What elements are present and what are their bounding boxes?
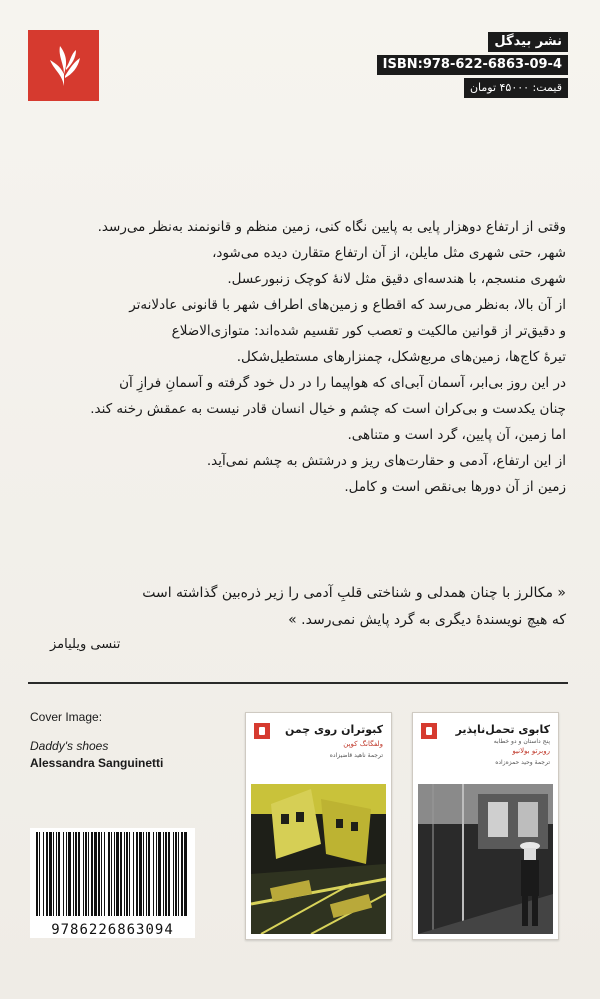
book-author: ولفگانگ کوپن	[343, 740, 383, 748]
cover-image-credits	[30, 709, 163, 772]
quote-author: تنسی ویلیامز	[50, 637, 121, 652]
blurb-line: از این ارتفاع، آدمی و حقارت‌های ریز و درشتش به چشم نمی‌آید.	[206, 453, 566, 469]
book-cover-photo	[418, 784, 553, 934]
book-cover-art	[251, 784, 386, 934]
barcode-number: 9786226863094	[51, 922, 174, 938]
bidgol-flower-icon	[44, 44, 84, 88]
blurb-line: و دقیق‌تر از قوانین مالکیت و تعصب کور تقسیم شده‌اند: متوازی‌الاضلاع	[171, 323, 566, 339]
book-translator: ترجمهٔ وحید حمزه‌زاده	[495, 759, 550, 766]
book-title: کبوتران روی چمن	[284, 723, 383, 736]
blurb-line: شهر، حتی شهری مثل مایلن، از آن ارتفاع متقارن دیده می‌شود،	[212, 245, 566, 261]
review-quote	[26, 580, 566, 634]
price-label: قیمت: ۴۵۰۰۰ تومان	[464, 78, 568, 98]
blurb-line: زمین از آن دورها بی‌نقص است و کامل.	[344, 479, 566, 495]
blurb-line: تیرهٔ کاج‌ها، زمین‌های مربع‌شکل، چمنزارهای مستطیل‌شکل.	[236, 349, 566, 365]
quote-line: که هیچ نویسندهٔ دیگری به گرد پایش نمی‌رسد. »	[288, 612, 566, 628]
barcode-bars	[30, 828, 195, 920]
publisher-mini-logo	[254, 723, 270, 739]
blurb-text	[26, 214, 566, 500]
book-ad-pigeons	[245, 712, 392, 940]
credits-title: Daddy's shoes	[30, 739, 109, 753]
isbn-label: ISBN:978-622-6863-09-4	[377, 55, 568, 75]
book-translator: ترجمهٔ ناهید قاضیزاده	[329, 752, 383, 759]
publisher-mini-logo	[421, 723, 437, 739]
blurb-line: از آن بالا، به‌نظر می‌رسد که اقطاع و زمین‌های اطراف شهر با قانونی عادلانه‌تر	[129, 297, 566, 313]
book-subtitle: پنج داستان و دو خطابه	[493, 738, 550, 745]
barcode	[30, 828, 195, 938]
blurb-line: چنان یکدست و بی‌کران است که چشم و خیال انسان قادر نیست به عمقش رخنه کند.	[90, 401, 566, 417]
quote-line: « مکالرز با چنان همدلی و شناختی قلبِ آدمی را زیر ذره‌بین گذاشته است	[142, 585, 566, 601]
book-title: کابوی تحمل‌ناپذیر	[455, 723, 550, 736]
blurb-line: در این روز بی‌ابر، آسمان آبی‌ای که هواپیما را در دل خود گرفته و آسمانِ فرازِ آن	[119, 375, 566, 391]
blurb-line: اما زمین، آن پایین، گرد است و متناهی.	[347, 427, 566, 443]
credits-artist: Alessandra Sanguinetti	[30, 756, 164, 770]
blurb-line: شهری منسجم، با هندسه‌ای دقیق مثل لانهٔ کوچک زنبورعسل.	[227, 271, 566, 287]
publisher-name: نشر بیدگل	[488, 32, 568, 52]
publisher-logo	[28, 30, 99, 101]
book-ad-gaucho	[412, 712, 559, 940]
publisher-info	[377, 32, 568, 98]
credits-label: Cover Image:	[30, 710, 103, 724]
divider	[28, 682, 568, 684]
book-author: روبرتو بولانیو	[512, 747, 550, 755]
blurb-line: وقتی از ارتفاع دوهزار پایی به پایین نگاه کنی، زمین منظم و قانونمند به‌نظر می‌رسد.	[97, 219, 566, 235]
